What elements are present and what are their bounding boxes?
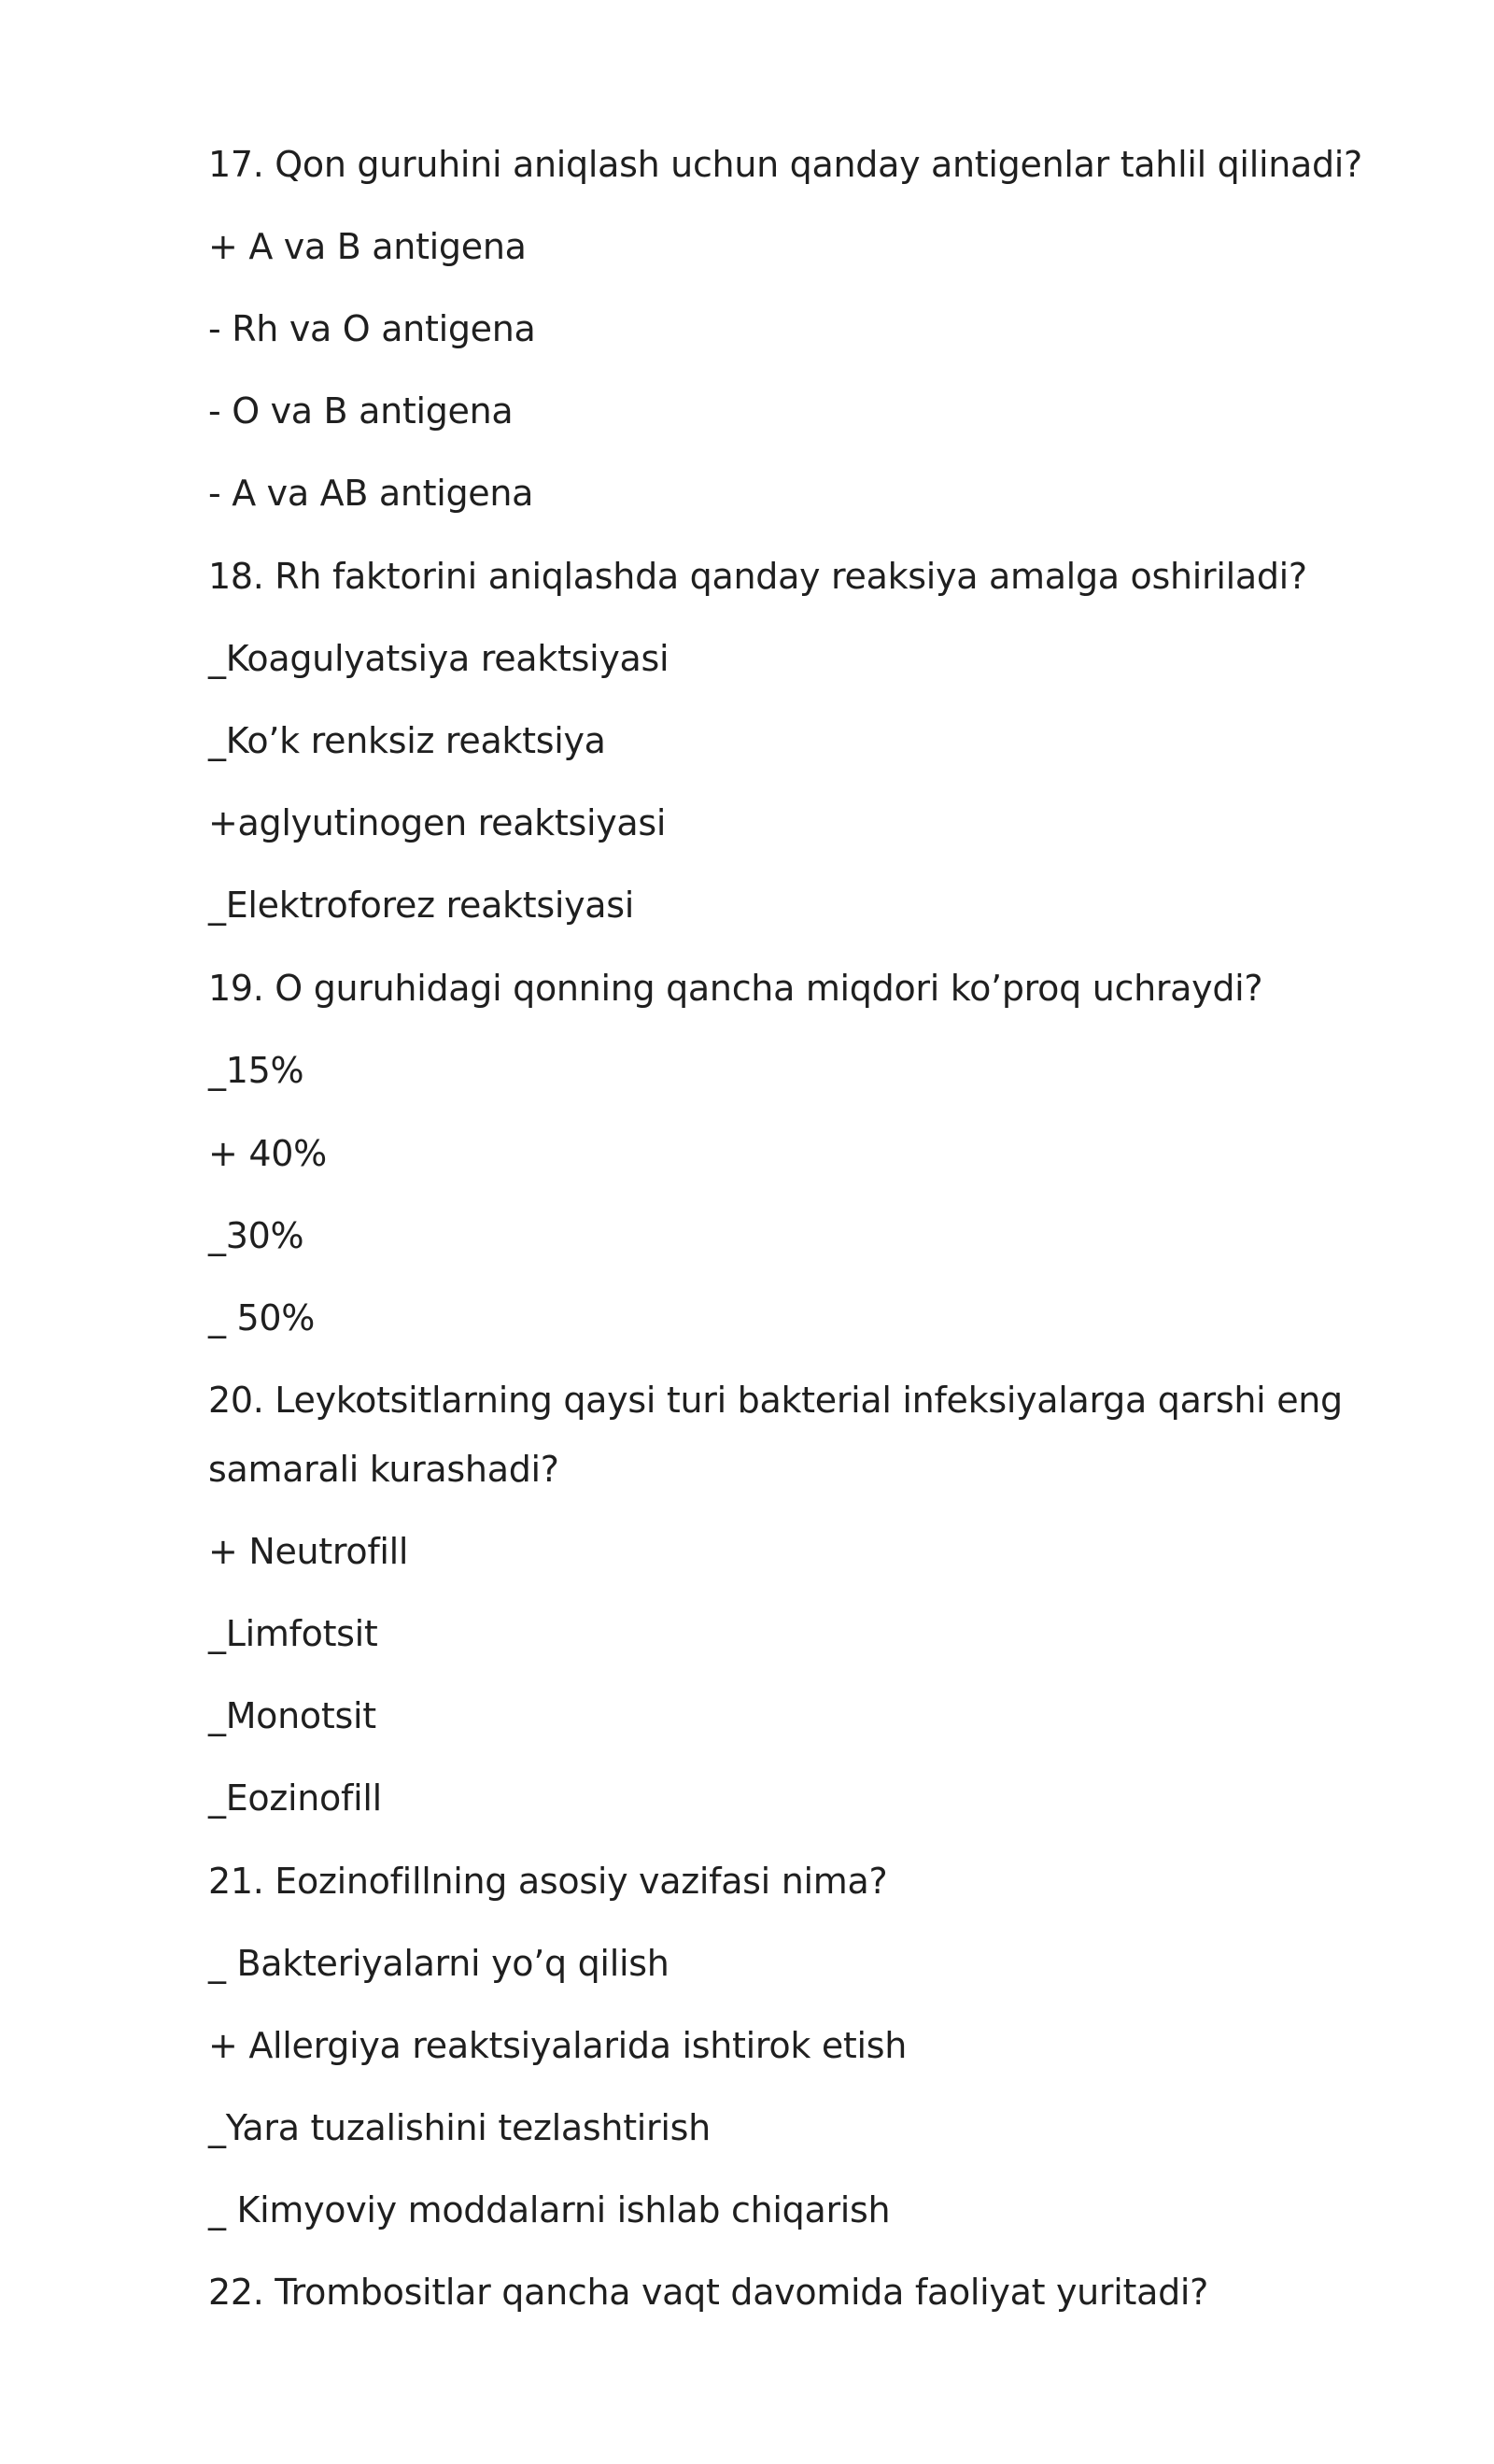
question-22: 22. Trombositlar qancha vaqt davomida faoliyat yuritadi? — [208, 2272, 1209, 2313]
answer-option: _Yara tuzalishini tezlashtirish — [208, 2107, 711, 2148]
answer-option: + 40% — [208, 1133, 327, 1174]
question-17: 17. Qon guruhini aniqlash uchun qanday antigenlar tahlil qilinadi? — [208, 144, 1362, 185]
answer-option: + A va B antigena — [208, 226, 527, 267]
answer-option: _ Bakteriyalarni yo’q qilish — [208, 1943, 669, 1984]
question-21: 21. Eozinofillning asosiy vazifasi nima? — [208, 1861, 888, 1902]
answer-option: _Koagulyatsiya reaktsiyasi — [208, 638, 669, 679]
question-18: 18. Rh faktorini aniqlashda qanday reaksiya amalga oshiriladi? — [208, 556, 1307, 597]
answer-option: - A va AB antigena — [208, 473, 534, 514]
answer-option: _Limfotsit — [208, 1613, 378, 1654]
answer-option: _15% — [208, 1050, 304, 1091]
question-20-continued: samarali kurashadi? — [208, 1449, 559, 1490]
answer-option: _Elektroforez reaktsiyasi — [208, 885, 635, 926]
answer-option: +aglyutinogen reaktsiyasi — [208, 802, 667, 843]
answer-option: _Monotsit — [208, 1695, 376, 1736]
answer-option: _30% — [208, 1215, 304, 1256]
answer-option: - O va B antigena — [208, 390, 514, 432]
answer-option: _Eozinofill — [208, 1777, 382, 1819]
answer-option: + Allergiya reaktsiyalarida ishtirok etish — [208, 2025, 908, 2066]
question-19: 19. O guruhidagi qonning qancha miqdori ko’proq uchraydi? — [208, 968, 1263, 1009]
answer-option: _ Kimyoviy moddalarni ishlab chiqarish — [208, 2189, 891, 2230]
answer-option: _ 50% — [208, 1297, 316, 1338]
answer-option: + Neutrofill — [208, 1531, 409, 1572]
answer-option: _Ko’k renksiz reaktsiya — [208, 720, 606, 761]
answer-option: - Rh va O antigena — [208, 308, 536, 349]
question-20: 20. Leykotsitlarning qaysi turi bakterial infeksiyalarga qarshi eng — [208, 1380, 1343, 1421]
